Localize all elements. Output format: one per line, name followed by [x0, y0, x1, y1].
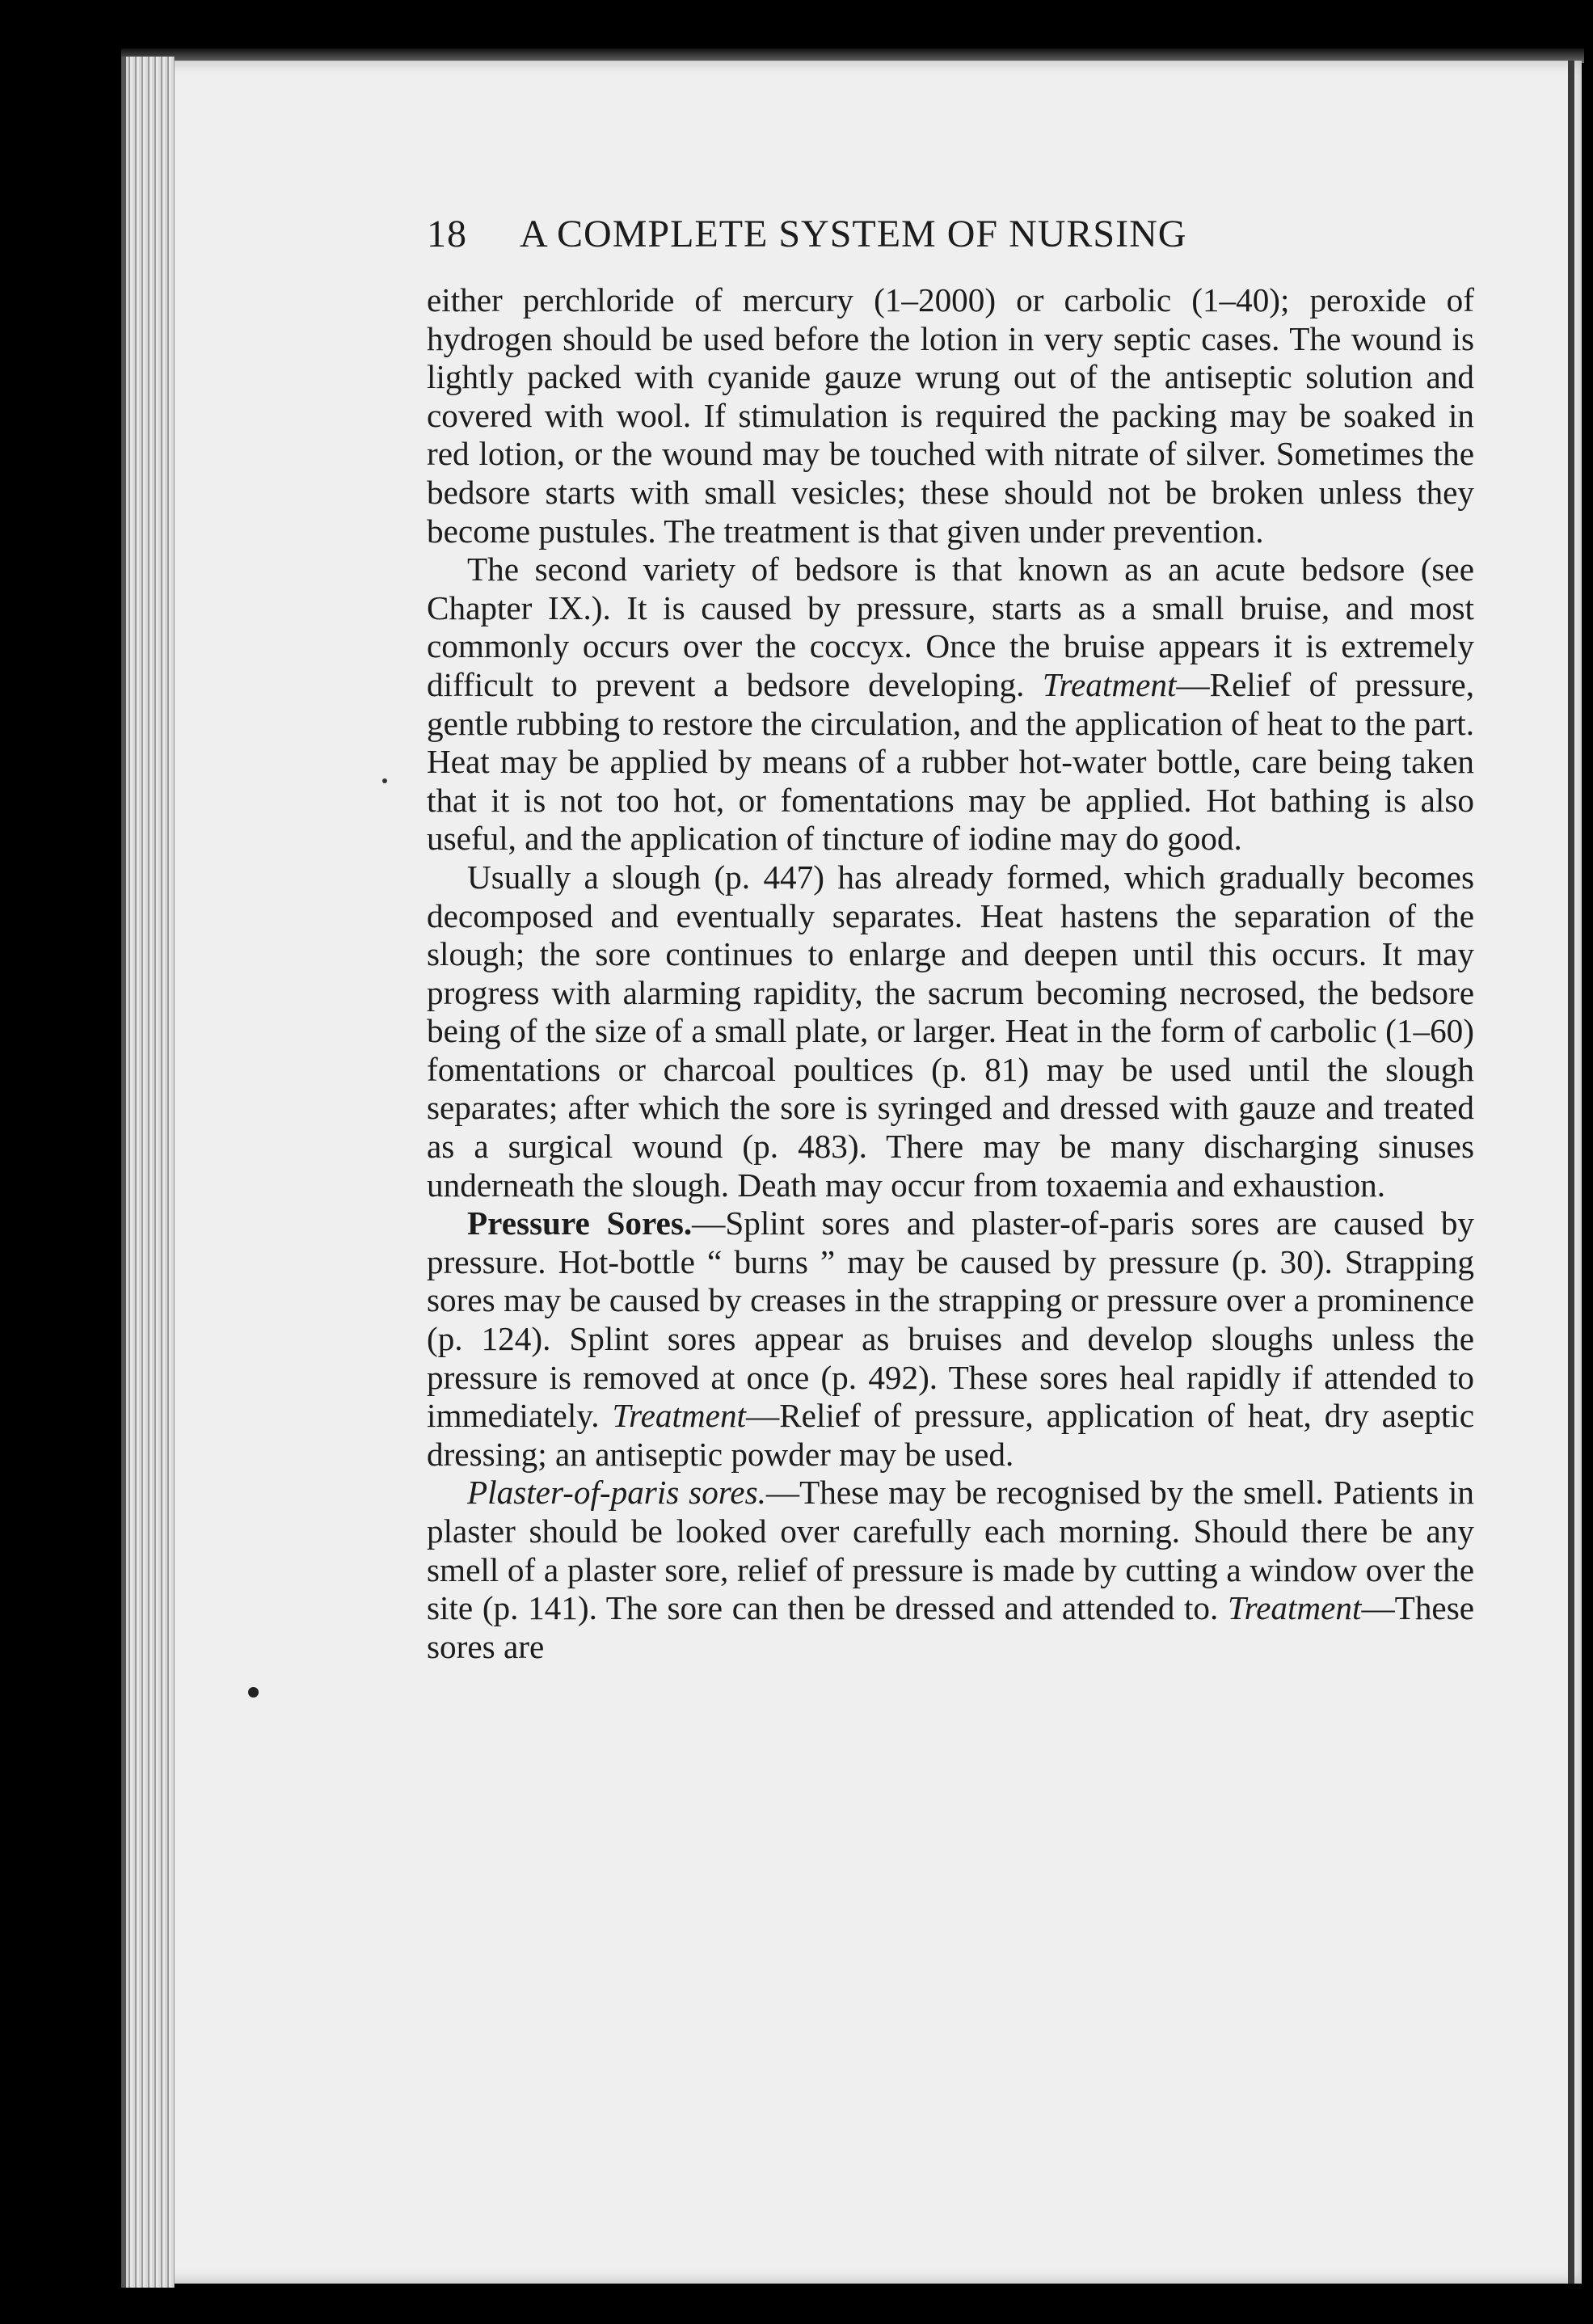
paragraph-text: —Relief of pressure, application of heat, dry aseptic dressing; an antiseptic powder may be used. [427, 1397, 1474, 1473]
treatment-label: Treatment [612, 1397, 746, 1435]
paragraph [427, 281, 1474, 550]
running-title: A COMPLETE SYSTEM OF NURSING [520, 213, 1187, 255]
paragraph-text: Usually a slough (p. 447) has already formed, which gradually becomes decomposed and eventually separates. Heat hastens the separation of the slough; the sore continues to enlarge and deepen until this occurs. It may progress with alarming rapidity, the sacrum becoming necrosed, the bedsore being of the size of a small plate, or larger. Heat in the form of carbolic (1–60) fomentations or charcoal poultices (p. 81) may be used until the slough separates; after which the sore is syringed and dressed with gauze and treated as a surgical wound (p. 483). There may be many discharging sinuses underneath the slough. Death may occur from toxaemia and exhaustion. [427, 858, 1474, 1204]
running-header [427, 212, 1474, 267]
paragraph-text: either perchloride of mercury (1–2000) or carbolic (1–40); peroxide of hydrogen should be used before the lotion in very septic cases. The wound is lightly packed with cyanide gauze wrung out of the antiseptic solution and covered with wool. If stimulation is required the packing may be soaked in red lotion, or the wound may be touched with nitrate of silver. Sometimes the bedsore starts with small vesicles; these should not be broken unless they become pustules. The treatment is that given under prevention. [427, 281, 1474, 550]
treatment-label: Treatment [1227, 1589, 1362, 1627]
paragraph-text: —Splint sores and plaster-of-paris sores are caused by pressure. Hot-bottle “ burns ” may be caused by pressure (p. 30). Strapping sores may be caused by creases in the strapping or pressure over a prominence (p. 124). Splint sores appear as bruises and develop sloughs unless the pressure is removed at once (p. 492). These sores heal rapidly if attended to immediately. [427, 1204, 1475, 1435]
page-right-edge [1568, 61, 1574, 2284]
treatment-label: Treatment [1042, 665, 1177, 703]
paragraph-text: —These may be recognised by the smell. Patients in plaster should be looked over carefully each morning. Should there be any smell of a plaster sore, relief of pressure is made by cutting a window over the site (p. 141). The sore can then be dressed and attended to. [427, 1474, 1474, 1627]
page-number: 18 [427, 213, 467, 255]
paragraph-text: —These sores are [427, 1589, 1474, 1665]
page-edges [121, 57, 175, 2288]
paragraph [427, 550, 1474, 858]
margin-mark [382, 778, 387, 783]
subsection-heading: Plaster-of-paris sores. [467, 1474, 766, 1512]
paragraph [427, 1204, 1474, 1474]
paragraph-text: —Relief of pressure, gentle rubbing to restore the circulation, and the application of heat to the part. Heat may be applied by means of a rubber hot-water bottle, care being taken that it is not too hot, or fomentations may be applied. Hot bathing is also useful, and the application of tincture of iodine may do good. [427, 665, 1474, 858]
paragraph-text: The second variety of bedsore is that known as an acute bedsore (see Chapter IX.). It is caused by pressure, starts as a small bruise, and most commonly occurs over the coccyx. Once the bruise appears it is extremely difficult to prevent a bedsore developing. [427, 550, 1474, 703]
margin-mark [248, 1687, 259, 1698]
paragraph [427, 1474, 1474, 1666]
page-content [427, 212, 1474, 1666]
body-text [427, 281, 1474, 1666]
section-heading: Pressure Sores. [467, 1204, 693, 1242]
paragraph [427, 858, 1474, 1204]
